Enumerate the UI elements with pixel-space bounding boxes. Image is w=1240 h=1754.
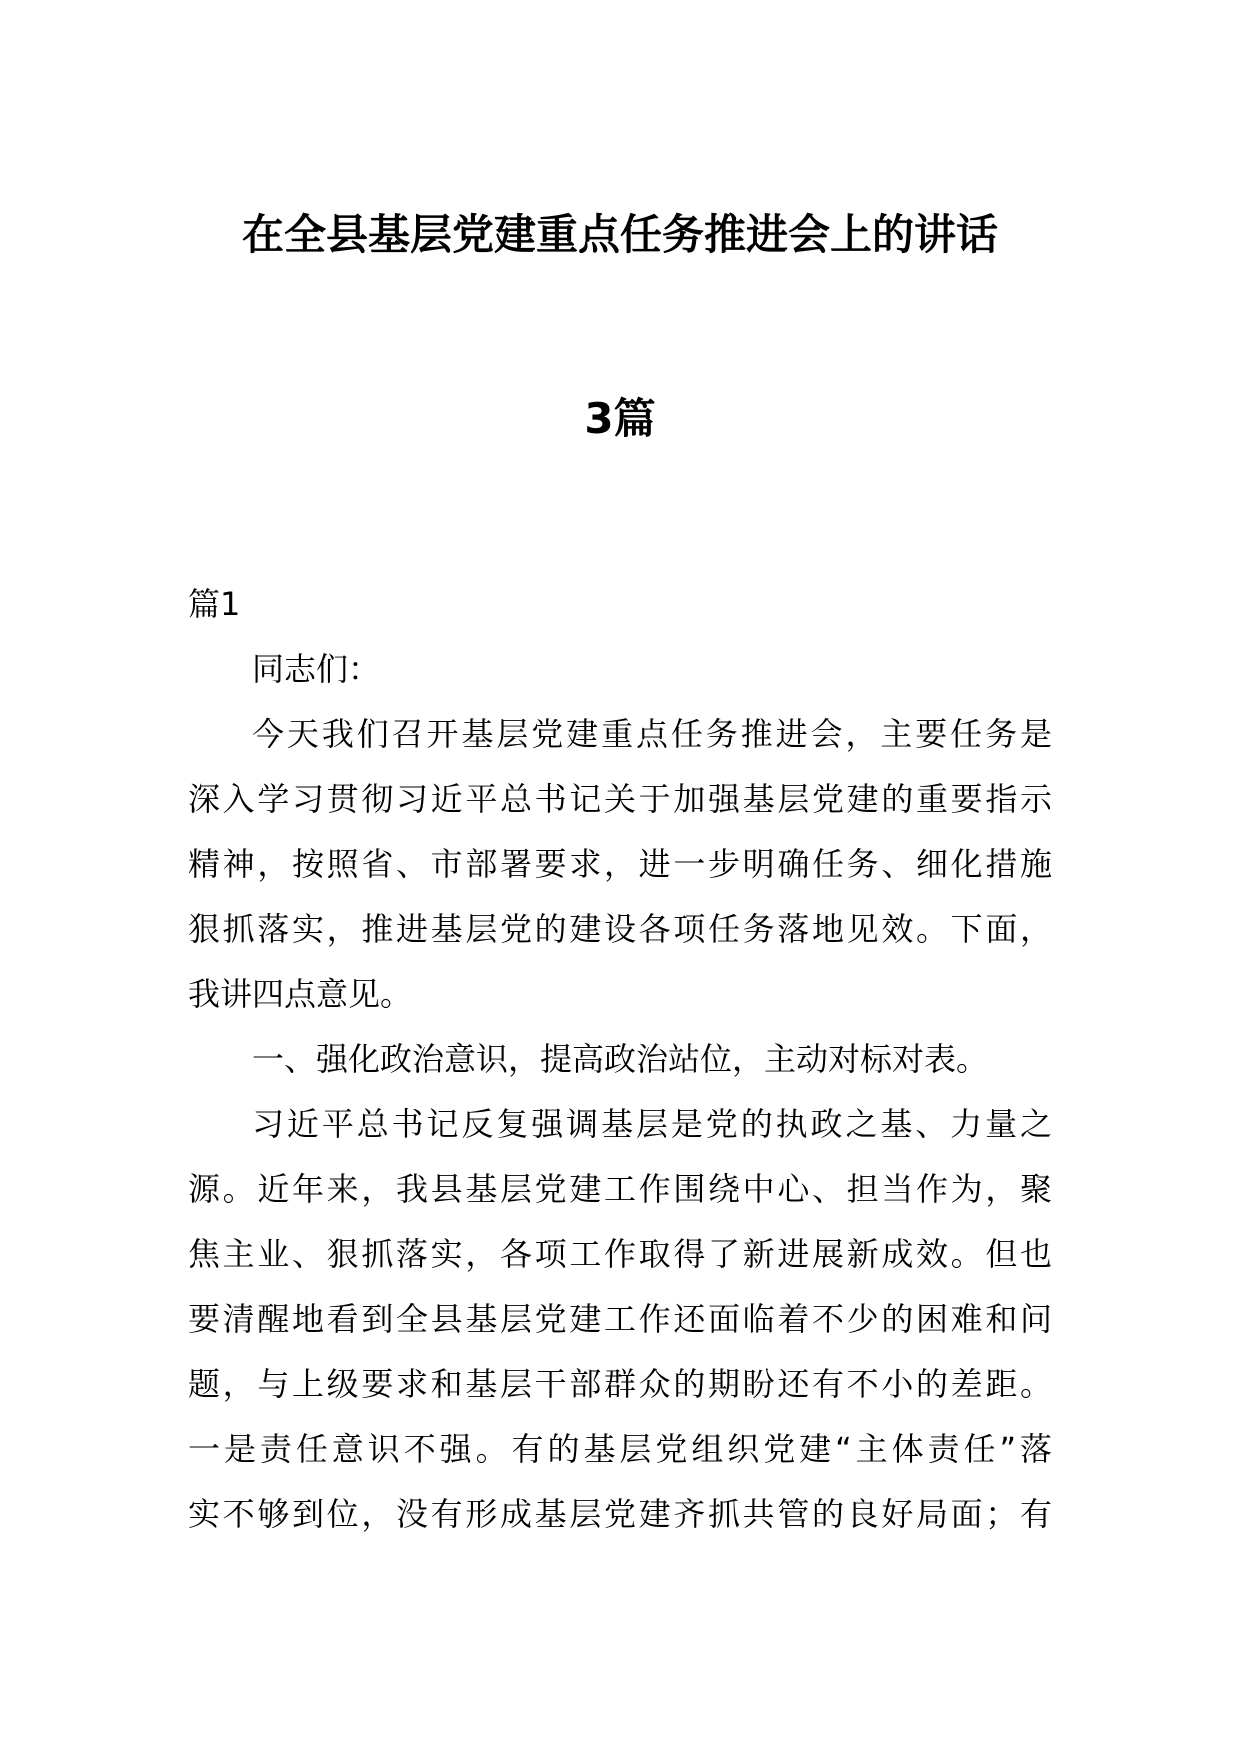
text-line: 要清醒地看到全县基层党建工作还面临着不少的困难和问 <box>188 1300 1052 1338</box>
document-subtitle: 3篇 <box>584 394 656 443</box>
text-line: 篇1 <box>188 585 241 623</box>
text-line: 我讲四点意见。 <box>188 975 413 1013</box>
text-line: 狠抓落实，推进基层党的建设各项任务落地见效。下面， <box>188 910 1052 948</box>
text-line: 焦主业、狠抓落实，各项工作取得了新进展新成效。但也 <box>188 1235 1052 1273</box>
text-line: 精神，按照省、市部署要求，进一步明确任务、细化措施 <box>188 845 1052 883</box>
document-body <box>188 572 1052 1547</box>
document-title: 在全县基层党建重点任务推进会上的讲话 <box>241 210 998 259</box>
text-line: 源。近年来，我县基层党建工作围绕中心、担当作为，聚 <box>188 1170 1052 1208</box>
text-line: 深入学习贯彻习近平总书记关于加强基层党建的重要指示 <box>188 780 1052 818</box>
text-line: 题，与上级要求和基层干部群众的期盼还有不小的差距。 <box>188 1365 1052 1403</box>
text-line: 今天我们召开基层党建重点任务推进会，主要任务是 <box>252 715 1052 753</box>
text-line: 实不够到位，没有形成基层党建齐抓共管的良好局面；有 <box>188 1495 1052 1533</box>
text-line: 同志们： <box>252 650 381 688</box>
text-line: 一、强化政治意识，提高政治站位，主动对标对表。 <box>252 1040 989 1078</box>
text-line: 一是责任意识不强。有的基层党组织党建“主体责任”落 <box>188 1430 1052 1468</box>
text-line: 习近平总书记反复强调基层是党的执政之基、力量之 <box>252 1105 1052 1143</box>
